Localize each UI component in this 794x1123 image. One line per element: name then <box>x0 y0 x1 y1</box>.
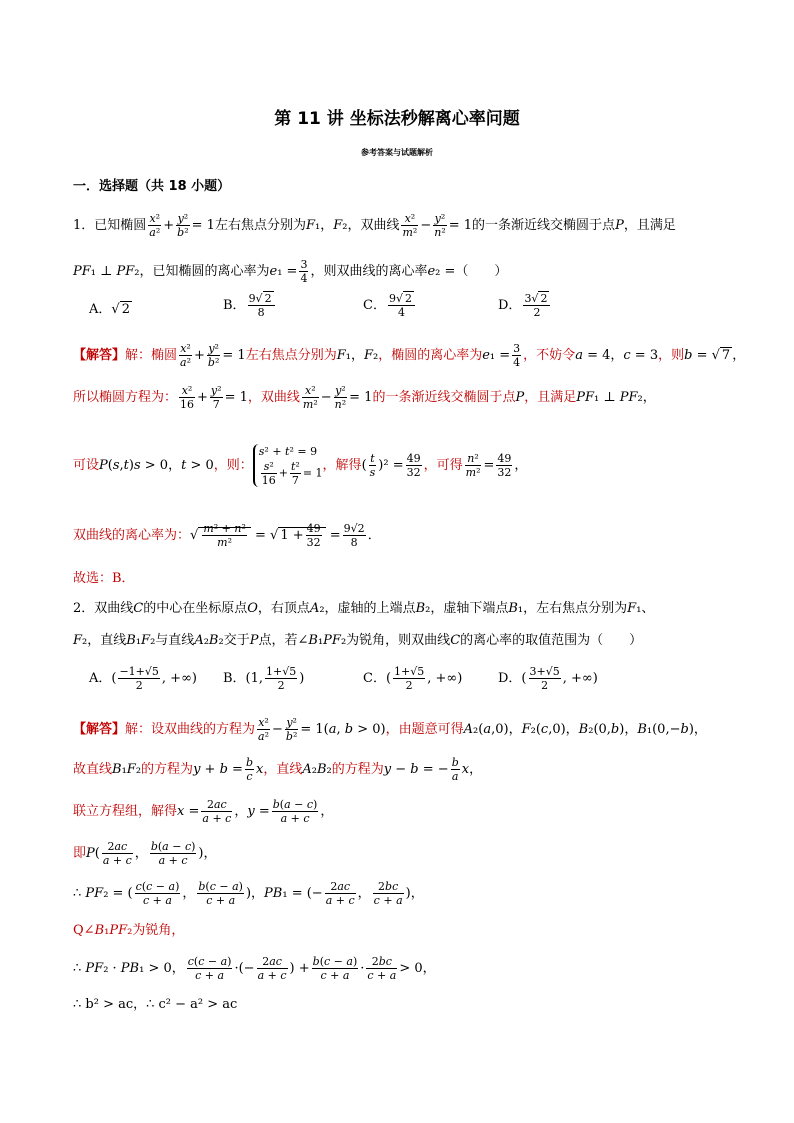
q2-option-d: D．( $\frac{3+√5}{2}$ , +∞) <box>498 665 598 692</box>
solution-tag: 【解答】 <box>73 348 126 363</box>
q1-text: 1．已知椭圆 <box>73 218 147 233</box>
q2-solution-line6: Q∠B₁PF₂为锐角， <box>73 923 185 938</box>
q1-stem-line1: 1．已知椭圆 $\frac{\text{x²}}{\text{a²}}$ + $\frac{\text{y²}}{\text{b²}}$ = 1左右焦点分别为F₁，F₂，双曲线 $\frac{\text{x²}}{\text{m²}}$ − $\frac{\text{y²}}{\text{n²}}$ = 1的一条渐近线交椭圆于点P，且满足 <box>73 212 676 239</box>
q1-solution-line1: 【解答】解：椭圆 $\frac{\text{x²}}{\text{a²}}$ + $\frac{\text{y²}}{\text{b²}}$ = 1左右焦点分别为F₁，F₂，椭圆的离心率为e₁ = $\frac{3}{4}$ ，不妨令a = 4，c = 3，则b = √ 7 ， <box>73 342 746 369</box>
q1-text: （ ） <box>455 264 508 279</box>
q2-solution-line7: ∴ PF₂ · PB₁ > 0， $\frac{c(c - a)}{c + a}$ ·(− $\frac{2ac}{a + c}$ ) + $\frac{b(c - a)}{c + a}$ · $\frac{2bc}{c + a}$ > 0， <box>73 955 436 982</box>
page-title: 第 11 讲 坐标法秒解离心率问题 <box>274 109 520 129</box>
q2-solution-line2: 故直线B₁F₂的方程为y + b = $\frac{b}{c}$ x，直线A₂B₂的方程为y − b = − $\frac{b}{a}$ x， <box>73 756 483 783</box>
q1-solution-line2: 所以椭圆方程为： $\frac{\text{x²}}{16}$ + $\frac{\text{y²}}{7}$ = 1，双曲线 $\frac{\text{x²}}{\text{m²}}$ − $\frac{\text{y²}}{\text{n²}}$ = 1的一条渐近线交椭圆于点P，且满足PF₁ ⊥ PF₂， <box>73 384 656 411</box>
q2-solution-line5: ∴ PF₂ = ( $\frac{c(c - a)}{c + a}$ ， $\frac{b(c - a)}{c + a}$ )，PB₁ = (− $\frac{2ac}{a + c}$ ， $\frac{2bc}{c + a}$ )， <box>73 880 424 907</box>
q1-text: ，则双曲线的离心率 <box>310 264 428 279</box>
q1-option-b: B． $\frac{9√ 2}{8}$ <box>223 292 277 319</box>
page-subtitle: 参考答案与试题解析 <box>361 148 433 157</box>
q1-solution-line4: 双曲线的离心率为：√ $\frac{\text{m² + n²}}{\text{m²}}$ = √ 1 + $\frac{49}{32}$ = $\frac{9√2}{8}$ ． <box>73 522 381 549</box>
q1-stem-line2: PF₁ ⊥ PF₂，已知椭圆的离心率为e₁ = $\frac{3}{4}$ ，则双曲线的离心率e₂ =（ ） <box>73 258 508 285</box>
q2-solution-line4: 即P( $\frac{2ac}{a + c}$ ， $\frac{b(a - c)}{a + c}$ )， <box>73 840 217 867</box>
q1-option-d: D． $\frac{3√ 2}{2}$ <box>498 292 552 319</box>
section-heading: 一．选择题（共 18 小题） <box>73 179 231 194</box>
q2-option-b: B．(1, $\frac{1+√5}{2}$ ) <box>223 665 305 692</box>
q2-option-a: A．( $\frac{-1+√5}{2}$ , +∞) <box>89 665 197 692</box>
q1-text: ，双曲线 <box>347 218 400 233</box>
q1-answer: 故选：B． <box>73 571 135 586</box>
q1-text: ，且满足 <box>623 218 676 233</box>
q2-solution-line3: 联立方程组，解得x = $\frac{2ac}{a + c}$ ，y = $\frac{b(a - c)}{a + c}$ ， <box>73 798 334 825</box>
q2-stem-line1: 2．双曲线C的中心在坐标原点O，右顶点A₂，虚轴的上端点B₂，虚轴下端点B₁，左右焦点分别为F₁、 <box>73 601 655 616</box>
q2-option-c: C．( $\frac{1+√5}{2}$ , +∞) <box>363 665 463 692</box>
q1-text: 左右焦点分别为 <box>214 218 306 233</box>
q2-solution-line8: ∴ b² > ac，∴ c² − a² > ac <box>73 997 238 1012</box>
q1-text: ，已知椭圆的离心率为 <box>139 264 270 279</box>
q2-stem-line2: F₂，直线B₁F₂与直线A₂B₂交于P点，若∠B₁PF₂为锐角，则双曲线C的离心率的取值范围为（ ） <box>73 633 643 648</box>
q1-option-c: C． $\frac{9√ 2}{4}$ <box>363 292 417 319</box>
q1-option-a: A．√ 2 <box>89 302 130 317</box>
q2-solution-line1: 【解答】解：设双曲线的方程为 $\frac{\text{x²}}{\text{a²}}$ − $\frac{\text{y²}}{\text{b²}}$ = 1(a, b > 0)，由题意可得A₂(a,0)，F₂(c,0)，B₂(0,b)，B₁(0,−b)， <box>73 716 707 743</box>
q1-text: 的一条渐近线交椭圆于点 <box>472 218 616 233</box>
q1-solution-line3: 可设P(s,t)s > 0，t > 0，则： s² + t² = 9 $\frac{\text{s²}}{16}$ + $\frac{\text{t²}}{7}$ = 1 ，解得( $\frac{t}{s}$ )² = $\frac{49}{32}$ ，可得 $\frac{\text{n²}}{\text{m²}}$ = $\frac{49}{32}$ ， <box>73 445 528 487</box>
